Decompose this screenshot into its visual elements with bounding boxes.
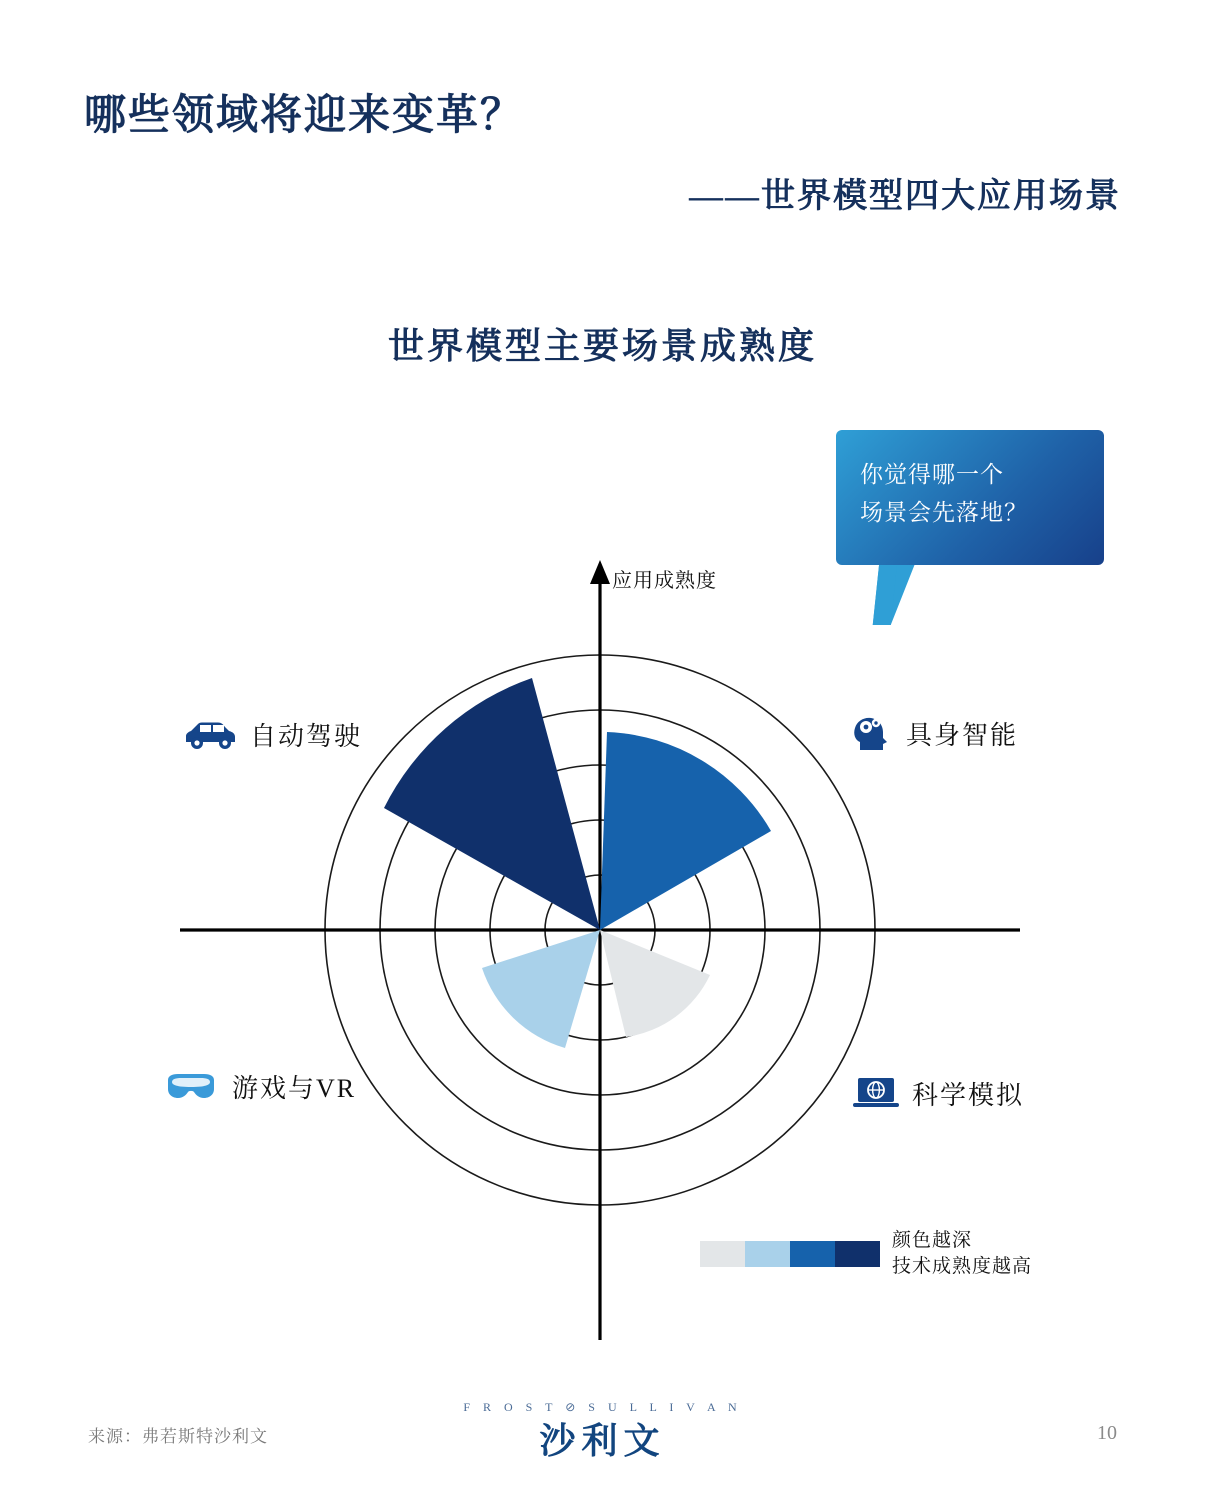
callout-line-1: 你觉得哪一个 xyxy=(860,462,1004,487)
quadrant-label-text: 游戏与VR xyxy=(232,1074,357,1103)
wedge-scientific-simulation xyxy=(600,930,710,1037)
callout-line-2: 场景会先落地？ xyxy=(860,499,1028,525)
car-icon xyxy=(180,718,240,752)
footer-source: 来源：弗若斯特沙利文 xyxy=(88,1427,268,1446)
quadrant-label-text: 具身智能 xyxy=(906,720,1019,750)
quadrant-label-autonomous-driving xyxy=(180,716,362,753)
wedge-games-vr xyxy=(482,930,600,1048)
legend-text-line-2: 技术成熟度越高 xyxy=(892,1255,1033,1277)
chart-svg xyxy=(120,520,1080,1340)
wedge-autonomous-driving xyxy=(384,678,600,930)
brand-en: F R O S T ⊘ S U L L I V A N xyxy=(463,1400,742,1414)
chart-title: 世界模型主要场景成熟度 xyxy=(387,326,817,366)
axes xyxy=(180,575,1020,1340)
y-axis-label: 应用成熟度 xyxy=(612,570,717,592)
brand-cn: 沙利文 xyxy=(539,1421,666,1461)
quadrant-label-text: 科学模拟 xyxy=(912,1080,1025,1110)
vr-headset-icon xyxy=(160,1070,222,1104)
legend-swatch-4 xyxy=(835,1241,880,1267)
legend-swatch-3 xyxy=(790,1241,835,1267)
polar-chart xyxy=(120,520,1080,1340)
legend xyxy=(700,1228,1032,1279)
page-title: 哪些领域将迎来变革？ xyxy=(84,93,525,139)
laptop-globe-icon xyxy=(850,1074,902,1112)
legend-swatch-2 xyxy=(745,1241,790,1267)
quadrant-label-games-vr xyxy=(160,1068,356,1105)
page-subtitle: ——世界模型四大应用场景 xyxy=(689,178,1121,215)
legend-swatches xyxy=(700,1241,880,1267)
axis-arrow-icon xyxy=(590,560,610,584)
quadrant-label-scientific-simulation xyxy=(850,1074,1024,1112)
wedge-embodied-ai xyxy=(600,732,771,930)
quadrant-label-text: 自动驾驶 xyxy=(250,722,363,751)
legend-swatch-1 xyxy=(700,1241,745,1267)
brain-head-icon xyxy=(850,712,896,754)
quadrant-label-embodied-ai xyxy=(850,712,1018,754)
footer-logo xyxy=(0,1400,1205,1464)
page-number: 10 xyxy=(1097,1422,1117,1444)
legend-text-line-1: 颜色越深 xyxy=(892,1230,973,1251)
legend-text xyxy=(892,1228,1032,1279)
